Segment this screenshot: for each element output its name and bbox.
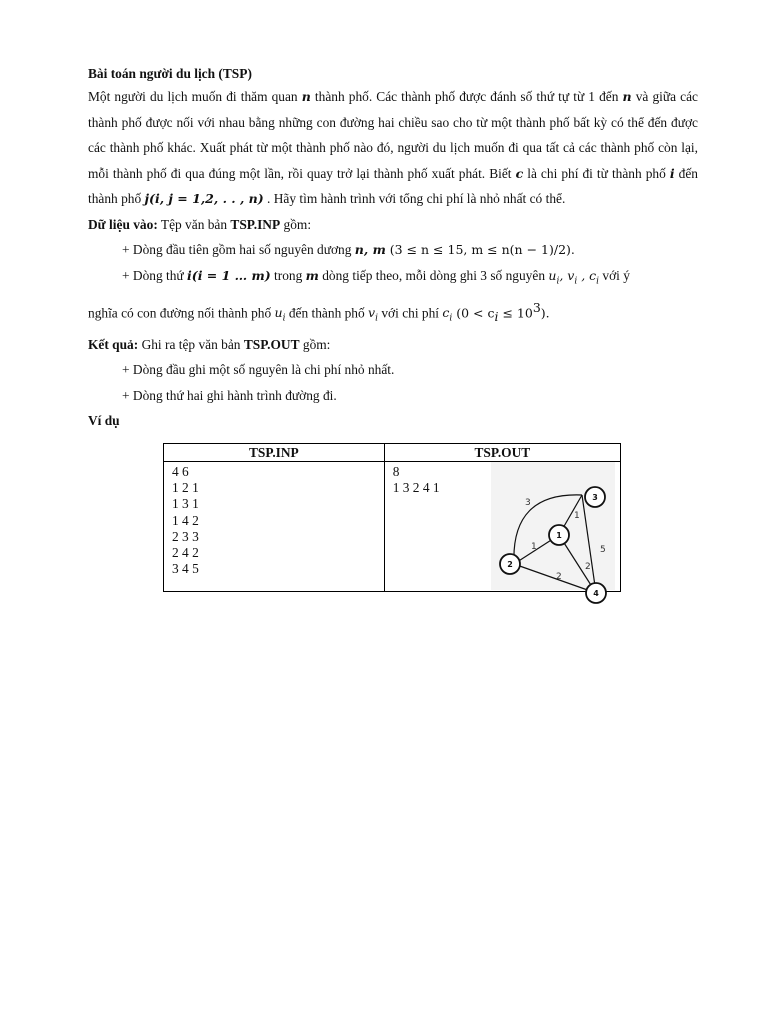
input-line: 2 4 2 bbox=[172, 545, 199, 561]
input-line: 1 4 2 bbox=[172, 512, 199, 528]
output-column-header: TSP.OUT bbox=[384, 444, 620, 462]
input-sample bbox=[164, 462, 385, 592]
input-line-1: + Dòng đầu tiên gồm hai số nguyên dương n, m (3 ≤ n ≤ 15, m ≤ n(n − 1)/2). bbox=[122, 242, 575, 257]
edge-label: 2 bbox=[584, 562, 591, 572]
edge-label: 1 bbox=[573, 511, 580, 521]
input-line-2: + Dòng thứ i(i = 1 … m) trong m dòng tiếp theo, mỗi dòng ghi 3 số nguyên $u_i$, $v_i$ , $c_i$ với ý bbox=[122, 267, 630, 286]
output-line: 8 bbox=[392, 464, 400, 479]
input-column-header: TSP.INP bbox=[164, 444, 385, 462]
node-label: 1 bbox=[555, 531, 562, 540]
edge-label: 5 bbox=[599, 545, 606, 555]
output-line-1: + Dòng đầu ghi một số nguyên là chi phí nhỏ nhất. bbox=[122, 362, 395, 378]
edge-label: 3 bbox=[524, 498, 531, 508]
node-label: 4 bbox=[592, 589, 599, 598]
output-line: 1 3 2 4 1 bbox=[392, 480, 440, 496]
output-line-2: + Dòng thứ hai ghi hành trình đường đi. bbox=[122, 387, 337, 403]
edge-label: 1 bbox=[530, 542, 537, 552]
edge-label: 2 bbox=[555, 572, 562, 582]
input-line: 1 3 1 bbox=[172, 496, 199, 512]
input-line: 4 6 bbox=[172, 464, 189, 479]
input-heading: Dữ liệu vào: Tệp văn bản TSP.INP gồm: bbox=[88, 216, 312, 232]
node-label: 2 bbox=[506, 560, 513, 569]
input-line: 2 3 3 bbox=[172, 528, 199, 544]
input-line: 3 4 5 bbox=[172, 561, 199, 577]
output-sample bbox=[384, 462, 620, 598]
example-heading: Ví dụ bbox=[88, 413, 120, 429]
document-body bbox=[88, 64, 698, 434]
problem-title: Bài toán người du lịch (TSP) bbox=[88, 66, 252, 81]
graph-svg bbox=[491, 462, 615, 598]
example-table bbox=[163, 443, 621, 598]
edge-2-4 bbox=[514, 564, 596, 593]
example-graph bbox=[491, 462, 615, 598]
problem-description: Một người du lịch muốn đi thăm quan n thành phố. Các thành phố được đánh số thứ tự từ 1 đến n và giữa các thành phố được nối với nhau bằng những con đường hai chiều sao cho từ một thành phố bất kỳ có thể đến được các thành phố khác. Xuất phát từ một thành phố nào đó, người du lịch muốn đi qua tất cả các thành phố còn lại, mỗi thành phố đi qua đúng một lần, rồi quay trở lại thành phố xuất phát. Biết c là chi phí đi từ thành phố i đến thành phố j(i, j = 1,2, . . , n) . Hãy tìm hành trình với tổng chi phí là nhỏ nhất có thể. bbox=[88, 89, 698, 206]
input-line: 1 2 1 bbox=[172, 480, 199, 496]
output-heading: Kết quả: Ghi ra tệp văn bản TSP.OUT gồm: bbox=[88, 336, 331, 352]
edge-3-4 bbox=[582, 495, 596, 593]
index-formula: j(i, j = 1,2, . . , n) bbox=[144, 191, 264, 206]
input-line-3: nghĩa có con đường nối thành phố $u_i$ đến thành phố $v_i$ với chi phí $c_i$ $(0 < c_i \le 10^3)$. bbox=[88, 299, 550, 324]
node-label: 3 bbox=[591, 493, 598, 502]
